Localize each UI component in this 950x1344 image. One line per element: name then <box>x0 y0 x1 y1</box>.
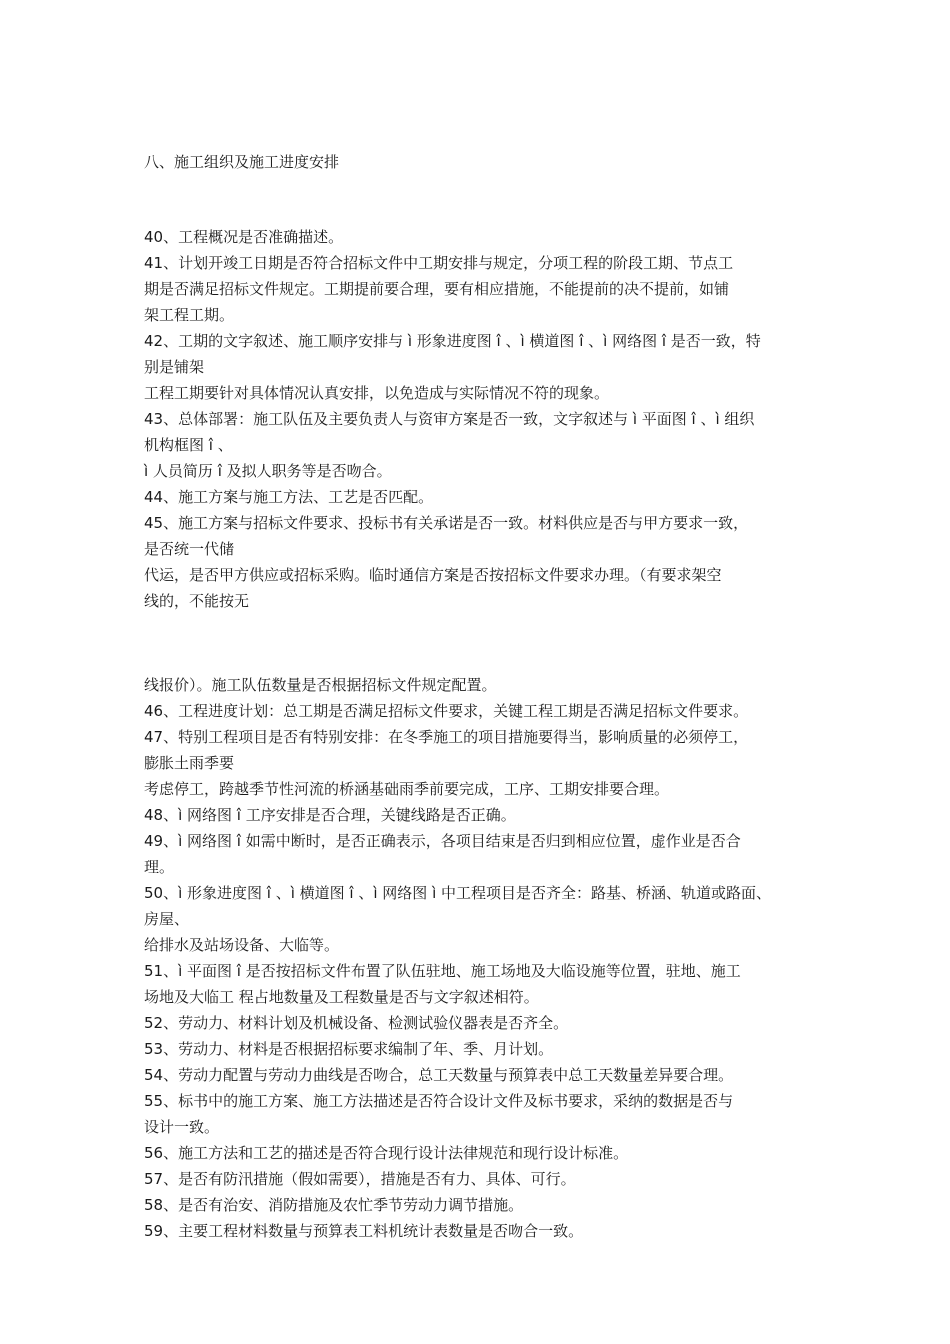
text-line: 别是铺架 <box>144 358 205 376</box>
text-line: 55、标书中的施工方案、施工方法描述是否符合设计文件及标书要求，采纳的数据是否与 <box>144 1092 734 1110</box>
text-line: 线的，不能按无 <box>144 592 250 610</box>
text-line: 房屋、 <box>144 910 190 928</box>
text-line: 50、ì 形象进度图 î 、ì 横道图 î 、ì 网络图 ì 中工程项目是否齐全：路基、桥涵、轨道或路面、 <box>144 884 772 902</box>
text-line: 42、工期的文字叙述、施工顺序安排与 ì 形象进度图 î 、ì 横道图 î 、ì 网络图 î 是否一致，特 <box>144 332 761 350</box>
text-line: 43、总体部署：施工队伍及主要负责人与资审方案是否一致，文字叙述与 ì 平面图 î 、ì 组织 <box>144 410 755 428</box>
text-line: 线报价）。施工队伍数量是否根据招标文件规定配置。 <box>144 676 497 694</box>
text-line: 场地及大临工 程占地数量及工程数量是否与文字叙述相符。 <box>144 988 539 1006</box>
text-line: 机构框图 î 、 <box>144 436 233 454</box>
text-line: 44、施工方案与施工方法、工艺是否匹配。 <box>144 488 434 506</box>
text-line: 58、是否有治安、消防措施及农忙季节劳动力调节措施。 <box>144 1196 524 1214</box>
text-line: ì 人员简历 î 及拟人职务等是否吻合。 <box>144 462 392 480</box>
text-line: 59、主要工程材料数量与预算表工料机统计表数量是否吻合一致。 <box>144 1222 584 1240</box>
text-line: 52、劳动力、材料计划及机械设备、检测试验仪器表是否齐全。 <box>144 1014 569 1032</box>
text-line: 56、施工方法和工艺的描述是否符合现行设计法律规范和现行设计标准。 <box>144 1144 629 1162</box>
text-line: 57、是否有防汛措施（假如需要），措施是否有力、具体、可行。 <box>144 1170 576 1188</box>
text-line: 45、施工方案与招标文件要求、投标书有关承诺是否一致。材料供应是否与甲方要求一致， <box>144 514 749 532</box>
text-line: 工程工期要针对具体情况认真安排，以免造成与实际情况不符的现象。 <box>144 384 610 402</box>
text-line: 代运，是否甲方供应或招标采购。临时通信方案是否按招标文件要求办理。（有要求架空 <box>144 566 722 584</box>
text-block-1 <box>144 224 824 614</box>
text-line: 40、工程概况是否准确描述。 <box>144 228 344 246</box>
text-line: 41、计划开竣工日期是否符合招标文件中工期安排与规定，分项工程的阶段工期、节点工 <box>144 254 734 272</box>
text-line: 架工程工期。 <box>144 306 235 324</box>
text-line: 51、ì 平面图 î 是否按招标文件布置了队伍驻地、施工场地及大临设施等位置，驻地、施工 <box>144 962 741 980</box>
text-line: 53、劳动力、材料是否根据招标要求编制了年、季、月计划。 <box>144 1040 554 1058</box>
section-heading: 八、施工组织及施工进度安排 <box>144 153 340 171</box>
text-line: 考虑停工，跨越季节性河流的桥涵基础雨季前要完成，工序、工期安排要合理。 <box>144 780 670 798</box>
text-line: 是否统一代储 <box>144 540 235 558</box>
text-line: 设计一致。 <box>144 1118 220 1136</box>
text-block-2 <box>144 672 824 1244</box>
text-line: 给排水及站场设备、大临等。 <box>144 936 340 954</box>
text-line: 膨胀土雨季要 <box>144 754 235 772</box>
text-line: 48、ì 网络图 î 工序安排是否合理，关键线路是否正确。 <box>144 806 516 824</box>
text-line: 49、ì 网络图 î 如需中断时，是否正确表示，各项目结束是否归到相应位置，虚作业是否合 <box>144 832 741 850</box>
text-line: 54、劳动力配置与劳动力曲线是否吻合，总工天数量与预算表中总工天数量差异要合理。 <box>144 1066 734 1084</box>
text-line: 47、特别工程项目是否有特别安排：在冬季施工的项目措施要得当，影响质量的必须停工， <box>144 728 749 746</box>
text-line: 46、工程进度计划：总工期是否满足招标文件要求，关键工程工期是否满足招标文件要求。 <box>144 702 749 720</box>
text-line: 理。 <box>144 858 175 876</box>
text-line: 期是否满足招标文件规定。工期提前要合理，要有相应措施，不能提前的决不提前，如铺 <box>144 280 730 298</box>
